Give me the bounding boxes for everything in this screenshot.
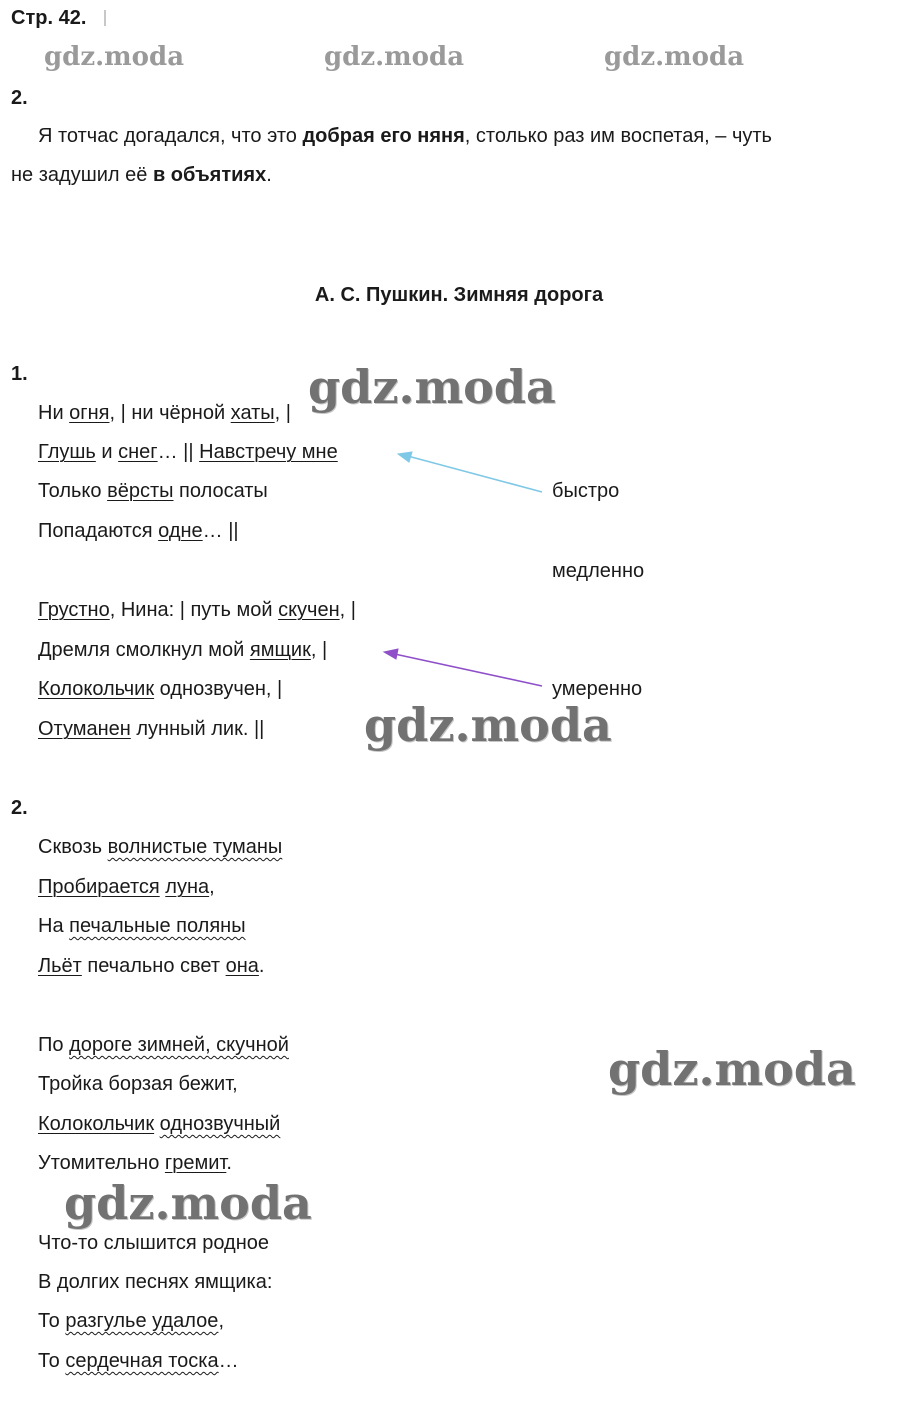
watermark-logo: gdz.moda [608, 1042, 856, 1096]
text: Утомительно [38, 1152, 165, 1174]
wavy-phrase: однозвучный [159, 1113, 281, 1135]
underlined-word: Грустно [38, 599, 110, 621]
text: То [38, 1310, 66, 1332]
underlined-word: Колокольчик [38, 678, 155, 700]
underlined-word: луна [165, 876, 210, 898]
poem-line [38, 1349, 239, 1373]
wavy-phrase: дороге зимней, скучной [69, 1034, 289, 1056]
watermark-logo: gdz.moda [604, 42, 745, 72]
poem-line [38, 1112, 280, 1136]
watermark-logo: gdz.moda [308, 360, 556, 414]
text: Дремля смолкнул мой [38, 639, 250, 661]
text: … [218, 1350, 239, 1372]
wavy-phrase: разгулье удалое [65, 1310, 219, 1332]
poem-line [38, 1309, 224, 1333]
bold-phrase: в объятиях [152, 164, 267, 186]
tempo-label-moderate: умеренно [552, 678, 643, 700]
exercise-number: 2. [11, 797, 28, 819]
text: полосаты [173, 480, 268, 502]
wavy-phrase: сердечная тоска [65, 1350, 219, 1372]
wavy-phrase: волнистые туманы [107, 836, 283, 858]
text: Тройка борзая бежит, [38, 1073, 238, 1095]
underlined-word: Навстречу мне [199, 441, 338, 463]
text: , | [310, 639, 328, 661]
text: лунный лик. || [130, 718, 265, 740]
text: … || [202, 520, 239, 542]
watermark-logo: gdz.moda [364, 698, 612, 752]
underlined-word: снег [118, 441, 158, 463]
underlined-word: Колокольчик [38, 1113, 155, 1135]
underlined-word: Льёт [38, 955, 82, 977]
poem-line [38, 1270, 272, 1294]
text: В долгих песнях ямщика: [38, 1271, 273, 1293]
arrow-fast [398, 452, 542, 492]
poem-line [38, 875, 215, 899]
underlined-word: вёрсты [107, 480, 174, 502]
exercise-number: 2. [11, 87, 28, 109]
text: … || [157, 441, 200, 463]
underlined-word: она [225, 955, 259, 977]
text: печально свет [81, 955, 226, 977]
tempo-label-slow: медленно [552, 560, 645, 582]
watermark-logo: gdz.moda [324, 42, 465, 72]
poem-line [38, 1033, 289, 1057]
section-title: А. С. Пушкин. Зимняя дорога [314, 284, 604, 306]
text: Ни [38, 402, 70, 424]
text: , столько раз им воспетая, – чуть [464, 125, 772, 147]
underlined-word: Пробирается [38, 876, 160, 898]
poem-line [38, 1072, 238, 1096]
exercise-number: 1. [11, 363, 28, 385]
poem-line [38, 914, 246, 938]
watermark-logo: gdz.moda [44, 42, 185, 72]
poem-line [38, 835, 282, 859]
tempo-label-fast: быстро [552, 480, 620, 502]
underlined-word: одне [158, 520, 203, 542]
text: По [38, 1034, 70, 1056]
text: , | ни чёрной [109, 402, 231, 424]
text: Сквозь [38, 836, 108, 858]
poem-line [38, 1151, 232, 1175]
page-header: Стр. 42. [11, 7, 87, 29]
text: . [258, 955, 265, 977]
underlined-word: гремит [164, 1152, 227, 1174]
underlined-word: скучен [278, 599, 340, 621]
text: Только [38, 480, 108, 502]
text: . [226, 1152, 232, 1174]
text: На [38, 915, 70, 937]
underlined-word: хаты [230, 402, 275, 424]
text: Попадаются [38, 520, 159, 542]
poem-line [38, 1231, 269, 1255]
text: То [38, 1350, 66, 1372]
text: Я тотчас догадался, что это [38, 125, 303, 147]
text: , Нина: | путь мой [109, 599, 279, 621]
text: , [209, 876, 215, 898]
text: и [95, 441, 119, 463]
text: . [266, 164, 272, 186]
wavy-phrase: печальные поляны [69, 915, 246, 937]
watermark-logo: gdz.moda [64, 1176, 312, 1230]
text: Что-то слышится родное [38, 1232, 270, 1254]
text: , | [274, 402, 291, 424]
text: , | [339, 599, 356, 621]
underlined-word: ямщик [249, 639, 311, 661]
arrow-moderate [384, 649, 542, 686]
poem-line [38, 954, 264, 978]
text: , [218, 1310, 224, 1332]
bold-phrase: добрая его няня [302, 125, 465, 147]
text: не задушил её [11, 164, 153, 186]
underlined-word: огня [69, 402, 110, 424]
text: однозвучен, | [154, 678, 283, 700]
underlined-word: Глушь [38, 441, 96, 463]
underlined-word: Отуманен [38, 718, 131, 740]
